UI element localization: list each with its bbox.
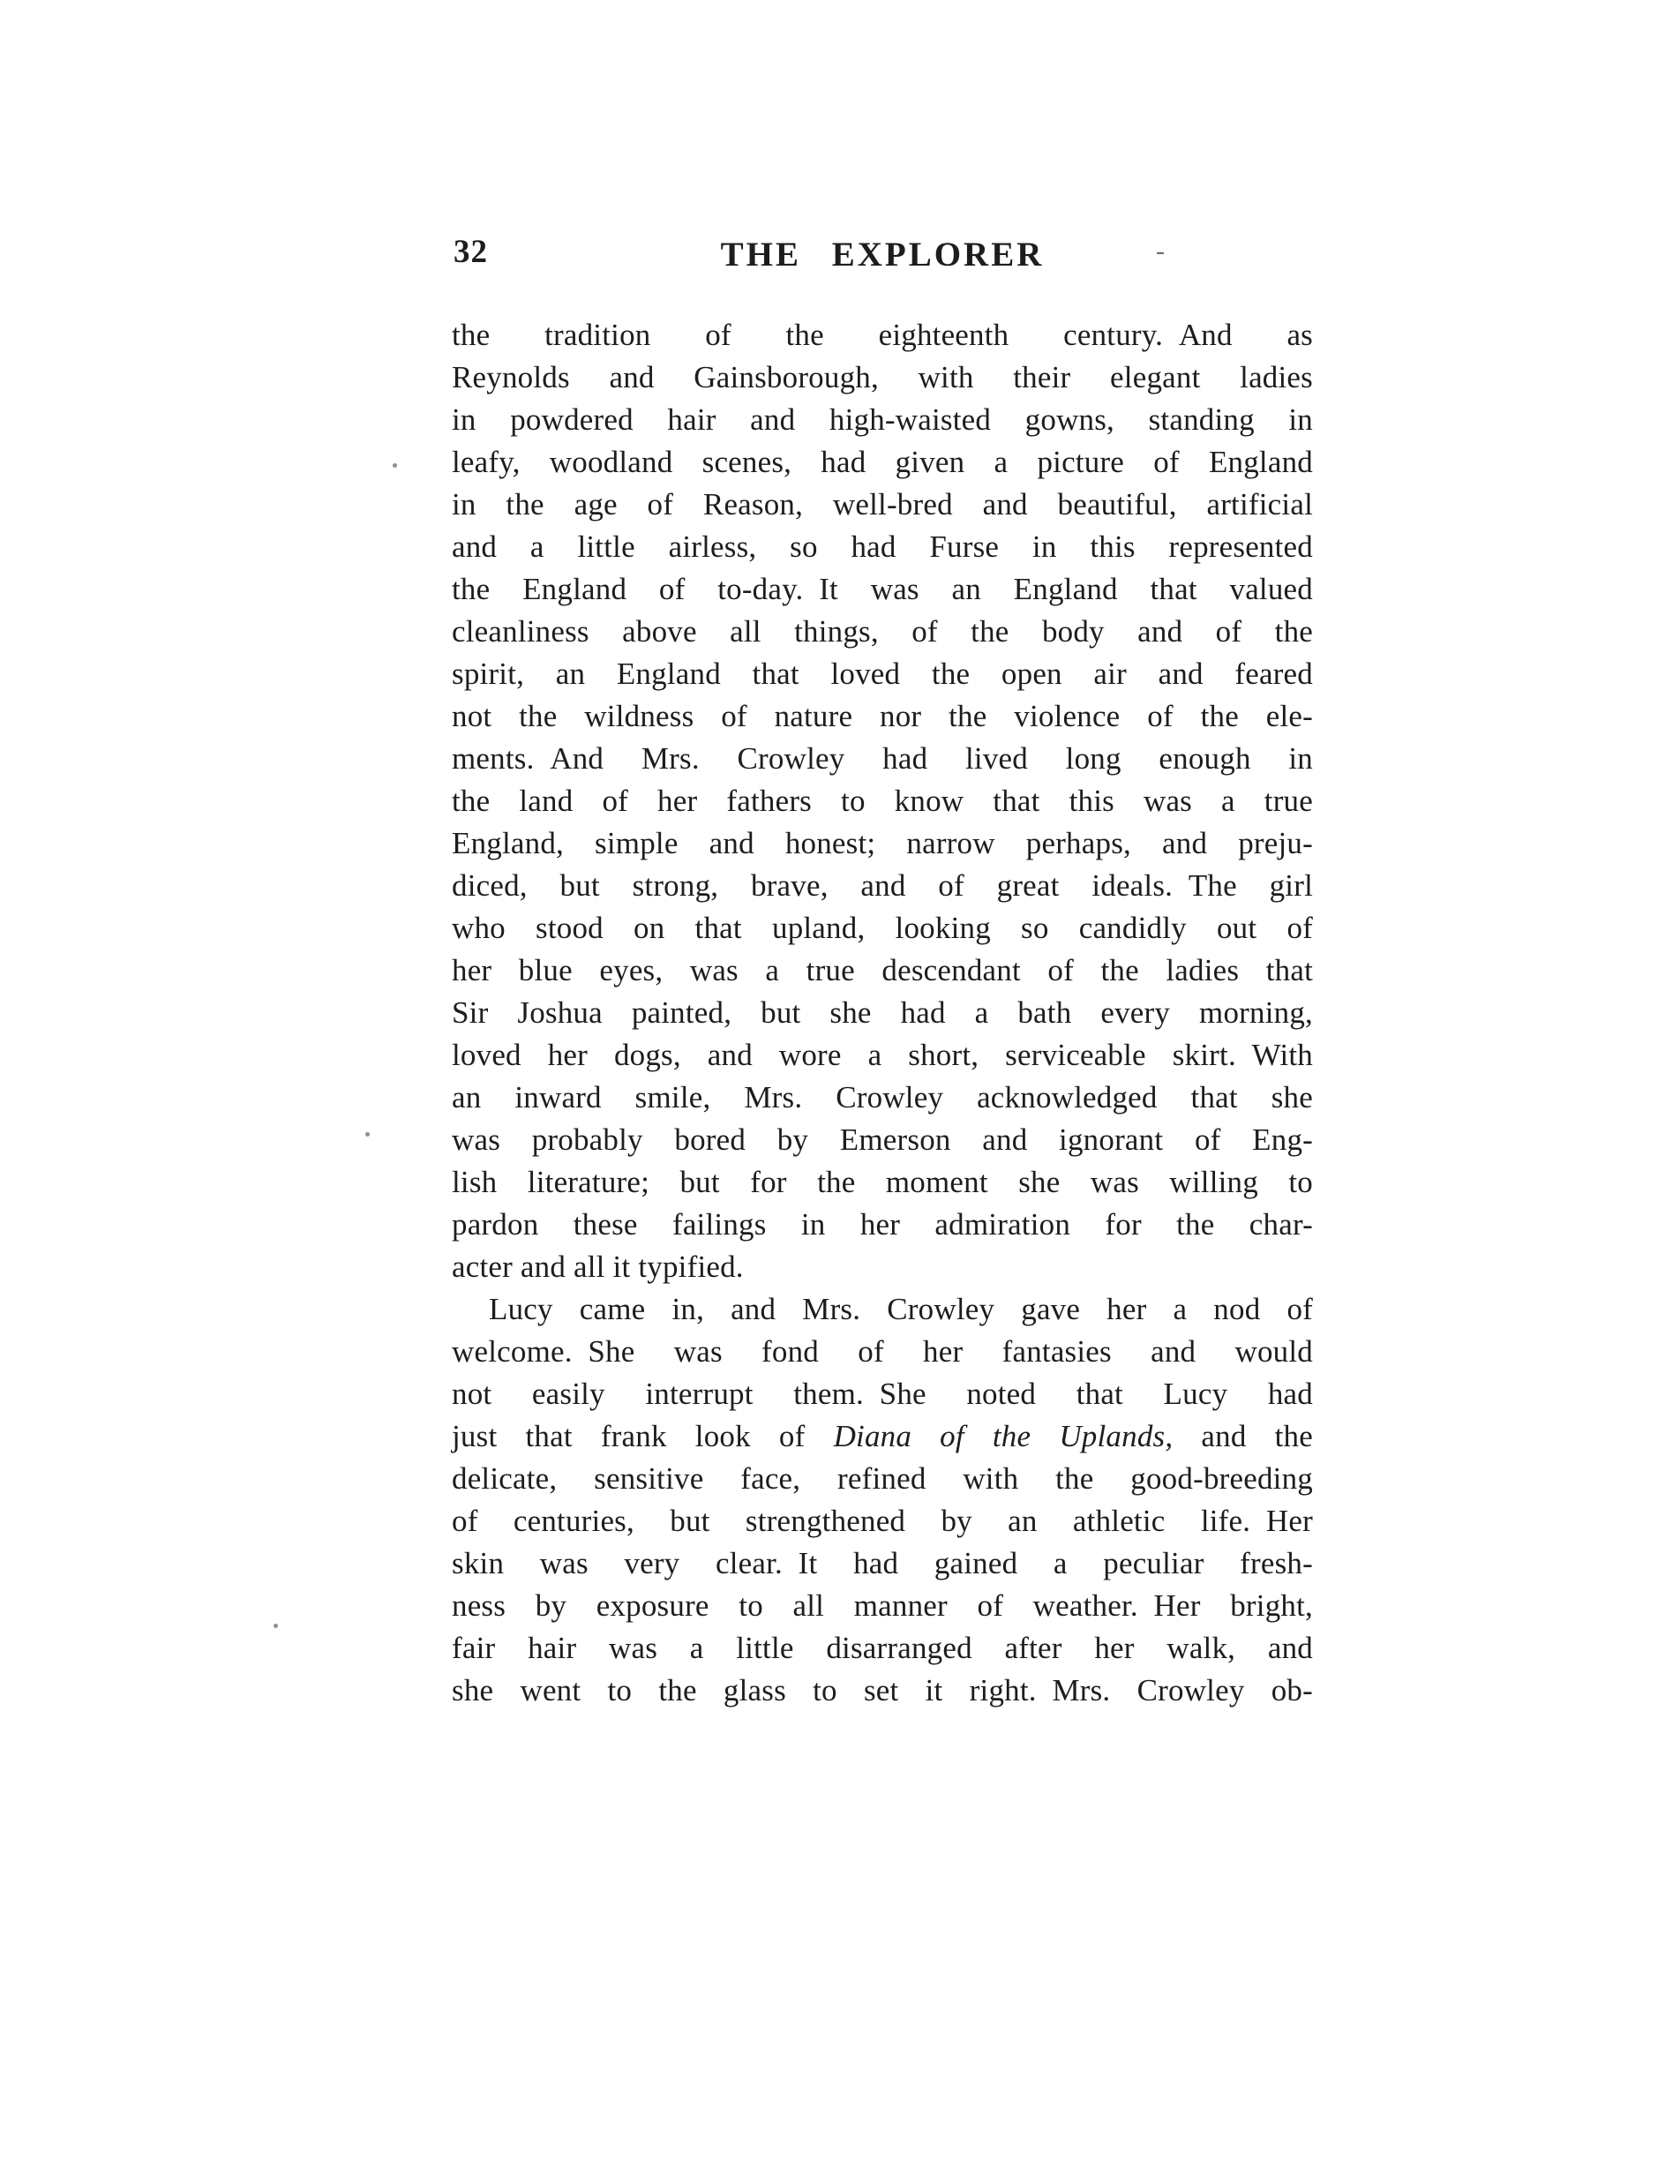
text-line: diced, but strong, brave, and of great ideals. The girl xyxy=(452,868,1313,903)
text-line xyxy=(452,1415,1313,1458)
text-line: England, simple and honest; narrow perhaps, and preju- xyxy=(452,826,1313,860)
text-line: the tradition of the eighteenth century. And as xyxy=(452,318,1313,352)
scan-speck xyxy=(365,1132,370,1137)
text-line: skin was very clear. It had gained a peculiar fresh- xyxy=(452,1546,1313,1580)
text-line: of centuries, but strengthened by an athletic life. Her xyxy=(452,1504,1313,1538)
text-line: pardon these failings in her admiration for the char- xyxy=(452,1207,1313,1242)
body-text xyxy=(452,314,1313,1712)
text-line: ments. And Mrs. Crowley had lived long enough in xyxy=(452,741,1313,776)
text-line: she went to the glass to set it right. Mrs. Crowley ob- xyxy=(452,1673,1313,1707)
book-title-italic: Diana of the Uplands, xyxy=(833,1419,1174,1453)
page-number: 32 xyxy=(454,234,488,270)
text-line: not easily interrupt them. She noted that Lucy had xyxy=(452,1377,1313,1411)
text-line: welcome. She was fond of her fantasies and would xyxy=(452,1334,1313,1369)
text-line: Sir Joshua painted, but she had a bath every morning, xyxy=(452,995,1313,1030)
text-line: in the age of Reason, well-bred and beautiful, artificial xyxy=(452,487,1313,522)
text-line: cleanliness above all things, of the body and of the xyxy=(452,614,1313,649)
text-line: and a little airless, so had Furse in this represented xyxy=(452,529,1313,564)
text-line: delicate, sensitive face, refined with the good-breeding xyxy=(452,1461,1313,1496)
text-line: ness by exposure to all manner of weather. Her bright, xyxy=(452,1588,1313,1623)
text-line: an inward smile, Mrs. Crowley acknowledged that she xyxy=(452,1080,1313,1115)
scan-speck xyxy=(393,463,397,468)
text-line: Lucy came in, and Mrs. Crowley gave her a nod of xyxy=(489,1292,1313,1326)
running-title: THE EXPLORER xyxy=(720,236,1045,274)
text-block xyxy=(452,231,1313,1712)
text-line: loved her dogs, and wore a short, serviceable skirt. With xyxy=(452,1038,1313,1072)
text-line: leafy, woodland scenes, had given a picture of England xyxy=(452,445,1313,479)
text-line: lish literature; but for the moment she was willing to xyxy=(452,1165,1313,1199)
text-line: fair hair was a little disarranged after her walk, and xyxy=(452,1631,1313,1665)
text-line: Reynolds and Gainsborough, with their elegant ladies xyxy=(452,360,1313,394)
text-segment: and the xyxy=(1173,1419,1313,1453)
text-line: spirit, an England that loved the open air and feared xyxy=(452,657,1313,691)
text-line: acter and all it typified. xyxy=(452,1250,744,1284)
text-segment: just that frank look of xyxy=(452,1419,834,1453)
text-line: in powdered hair and high-waisted gowns, standing in xyxy=(452,402,1313,437)
page-header xyxy=(452,231,1313,279)
scan-speck xyxy=(274,1624,278,1628)
text-line: was probably bored by Emerson and ignorant of Eng- xyxy=(452,1122,1313,1157)
text-line: the England of to-day. It was an England that valued xyxy=(452,572,1313,606)
scan-artifact-dash: - xyxy=(1156,236,1165,266)
text-line: the land of her fathers to know that this was a true xyxy=(452,784,1313,818)
text-line: her blue eyes, was a true descendant of the ladies that xyxy=(452,953,1313,987)
text-line: not the wildness of nature nor the violence of the ele- xyxy=(452,699,1313,733)
text-line: who stood on that upland, looking so candidly out of xyxy=(452,911,1313,945)
